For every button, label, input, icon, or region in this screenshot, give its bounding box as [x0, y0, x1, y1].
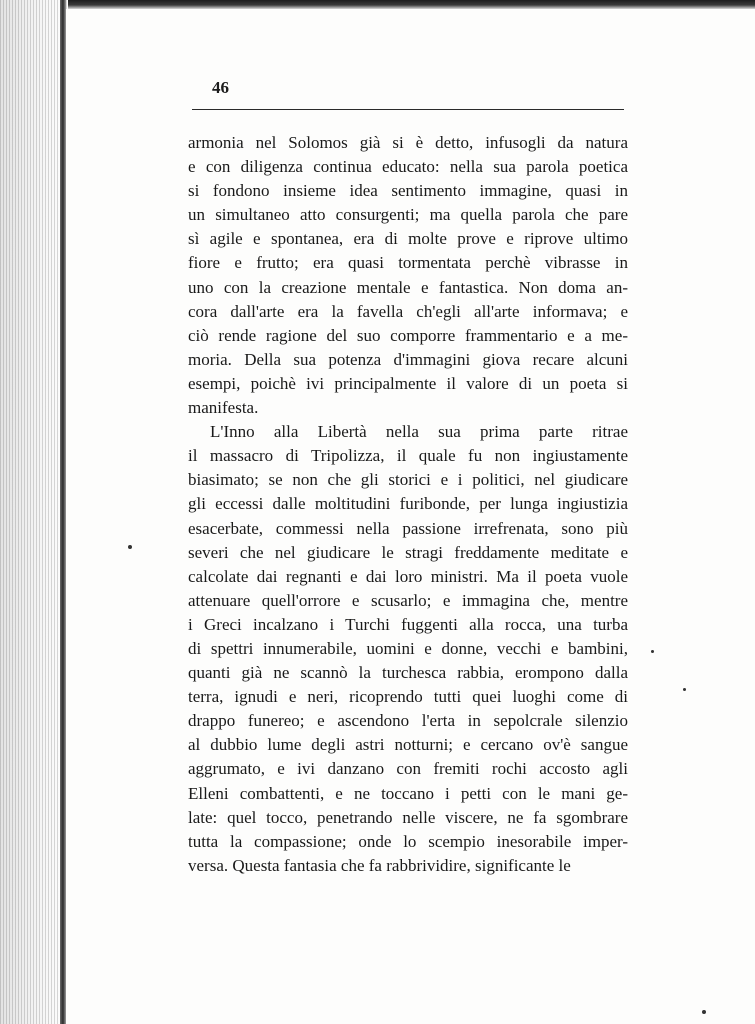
text-line: si fondono insieme idea sentimento immagine, quasi in — [188, 181, 628, 201]
text-line: il massacro di Tripolizza, il quale fu non ingiustamente — [188, 446, 628, 466]
scan-top-edge — [0, 0, 755, 9]
text-line: drappo funereo; e ascendono l'erta in sepolcrale silenzio — [188, 711, 628, 731]
header-rule — [192, 109, 624, 110]
book-page-edges — [0, 0, 68, 1024]
text-line: di spettri innumerabile, uomini e donne, vecchi e bambini, — [188, 638, 628, 658]
text-line: uno con la creazione mentale e fantastica. Non doma an- — [188, 277, 628, 297]
text-line: e con diligenza continua educato: nella sua parola poetica — [188, 157, 628, 177]
page-number: 46 — [212, 78, 229, 97]
text-line: aggrumato, e ivi danzano con fremiti rochi accosto agli — [188, 759, 628, 779]
text-line: gli eccessi dalle moltitudini furibonde, per lunga ingiustizia — [188, 494, 628, 514]
scan-speck — [702, 1010, 706, 1014]
text-line: sì agile e spontanea, era di molte prove e riprove ultimo — [188, 229, 628, 249]
text-line: esempi, poichè ivi principalmente il valore di un poeta si — [188, 373, 628, 393]
text-line: versa. Questa fantasia che fa rabbrividire, significante le — [188, 855, 571, 875]
text-line: un simultaneo atto consurgenti; ma quella parola che pare — [188, 205, 628, 225]
text-line: ciò rende ragione del suo comporre frammentario e a me- — [188, 325, 628, 345]
scan-speck — [128, 545, 132, 549]
text-line: late: quel tocco, penetrando nelle viscere, ne fa sgombrare — [188, 807, 628, 827]
text-line: fiore e frutto; era quasi tormentata perchè vibrasse in — [188, 253, 628, 273]
text-line: quanti già ne scannò la turchesca rabbia, erompono dalla — [188, 663, 628, 683]
text-line: calcolate dai regnanti e dai loro ministri. Ma il poeta vuole — [188, 566, 628, 586]
text-line: severi che nel giudicare le stragi freddamente meditate e — [188, 542, 628, 562]
scan-speck — [651, 650, 654, 653]
text-line: manifesta. — [188, 398, 259, 418]
body-text — [188, 131, 628, 878]
text-line: esacerbate, commessi nella passione irrefrenata, sono più — [188, 518, 628, 538]
text-line: armonia nel Solomos già si è detto, infusogli da natura — [188, 133, 628, 152]
text-line: Elleni combattenti, e ne toccano i petti con le mani ge- — [188, 783, 628, 803]
text-line: L'Inno alla Libertà nella sua prima parte ritrae — [210, 422, 628, 442]
text-line: attenuare quell'orrore e scusarlo; e immagina che, mentre — [188, 590, 628, 610]
text-line: al dubbio lume degli astri notturni; e cercano ov'è sangue — [188, 735, 628, 755]
text-line: terra, ignudi e neri, ricoprendo tutti quei luoghi come di — [188, 687, 628, 707]
text-line: i Greci incalzano i Turchi fuggenti alla rocca, una turba — [188, 614, 628, 634]
text-line: tutta la compassione; onde lo scempio inesorabile imper- — [188, 831, 628, 851]
scan-speck — [683, 688, 686, 691]
text-line: biasimato; se non che gli storici e i politici, nel giudicare — [188, 470, 628, 490]
text-line: cora dall'arte era la favella ch'egli all'arte informava; e — [188, 301, 628, 321]
text-line: moria. Della sua potenza d'immagini giova recare alcuni — [188, 349, 628, 369]
